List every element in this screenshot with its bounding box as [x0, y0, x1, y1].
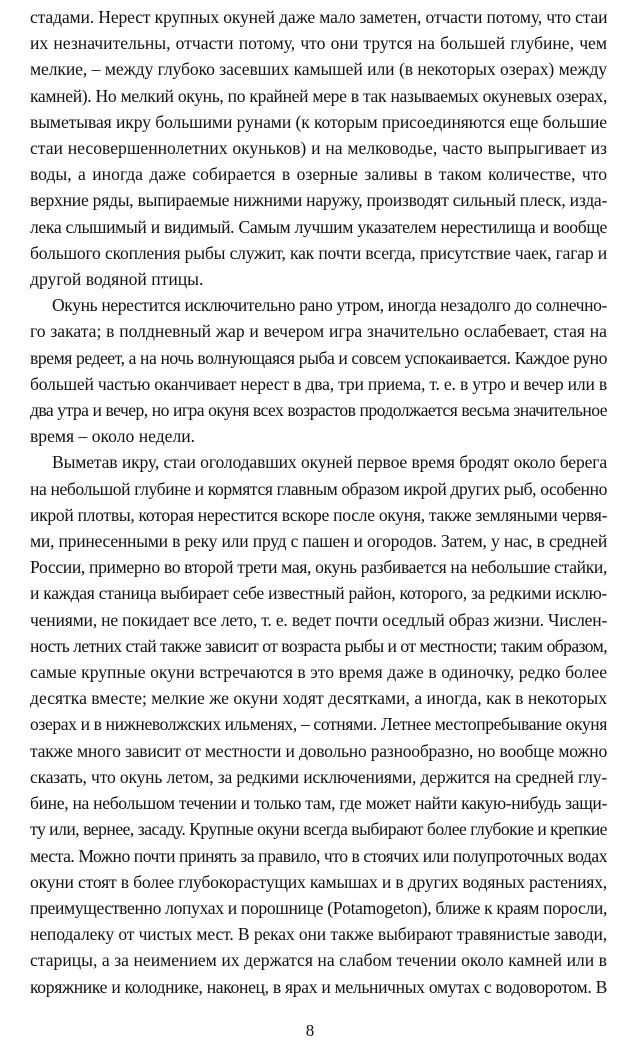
text-line: десятка вместе; мелкие же окуни ходят десятками, а иногда, как в некоторых: [30, 688, 607, 709]
text-line: ту или, вернее, засаду. Крупные окуни всегда выбирают более глубокие и крепкие: [30, 819, 607, 840]
text-line: и каждая станица выбирает себе известный район, которого, за редкими исклю-: [30, 583, 607, 604]
text-line: время – около недели.: [30, 426, 196, 447]
text-line: мелкие, – между глубоко засевших камышей или (в некоторых озерах) между: [30, 59, 607, 80]
text-line: камней). Но мелкий окунь, по крайней мере в так называемых окуневых озерах,: [30, 85, 607, 106]
text-line: го заката; в полдневный жар и вечером игра значительно ослабевает, стая на: [30, 321, 607, 342]
text-line: также много зависит от местности и довольно разнообразно, но вообще можно: [30, 740, 607, 761]
text-line: большей частью оканчивает нерест в два, три приема, т. е. в утро и вечер или в: [30, 373, 607, 394]
text-line: ность летних стай также зависит от возраста рыбы и от местности; таким образом,: [30, 635, 607, 656]
text-line: окуни стоят в более глубокорастущих камышах и в других водяных растениях,: [30, 871, 607, 892]
text-line: сказать, что окунь летом, за редкими исключениями, держится на средней глу-: [30, 766, 607, 787]
paragraph: [30, 449, 607, 1004]
document-page: [30, 4, 607, 1004]
paragraph: [30, 292, 607, 449]
text-line: выметывая икру большими рунами (к которым присоединяются еще большие: [30, 111, 607, 132]
text-line: преимущественно лопухах и порошнице (Potamogeton), ближе к краям поросли,: [30, 897, 607, 918]
text-line: России, примерно во второй трети мая, окунь разбивается на небольшие стайки,: [30, 557, 607, 578]
text-line: другой водяной птицы.: [30, 269, 204, 290]
text-line: стадами. Нерест крупных окуней даже мало заметен, отчасти потому, что стаи: [30, 7, 607, 27]
text-line: озерах и в нижневолжских ильменях, – сотнями. Летнее местопребывание окуня: [30, 714, 607, 735]
paragraph: [30, 4, 607, 292]
text-line: самые крупные окуни встречаются в это время даже в одиночку, редко более: [30, 662, 607, 683]
text-line: бине, на небольшом течении и только там, где может найти какую-нибудь защи-: [30, 793, 607, 814]
text-line: коряжнике и колоднике, наконец, в ярах и мельничных омутах с водоворотом. В: [30, 976, 607, 997]
text-line: время редеет, а на ночь волнующаяся рыба и совсем успокаивается. Каждое руно: [30, 347, 607, 368]
text-line: Окунь нерестится исключительно рано утром, иногда незадолго до солнечно-: [52, 295, 607, 316]
text-line: Выметав икру, стаи оголодавших окуней первое время бродят около берега: [52, 452, 607, 473]
text-line: чениями, не покидает все лето, т. е. ведет почти оседлый образ жизни. Числен-: [30, 609, 607, 630]
text-line: стаи несовершеннолетних окуньков) и на мелководье, часто выпрыгивает из: [30, 138, 607, 159]
text-line: большого скопления рыбы служит, как почти всегда, присутствие чаек, гагар и: [30, 242, 607, 263]
text-line: два утра и вечер, но игра окуня всех возрастов продолжается весьма значительное: [30, 400, 607, 421]
text-line: старицы, а за неимением их держатся на слабом течении около камней или в: [30, 950, 607, 971]
text-line: лека слышимый и видимый. Самым лучшим указателем нерестилища и вообще: [30, 216, 607, 237]
body-text: [30, 4, 607, 1004]
text-line: их незначительны, отчасти потому, что они трутся на большей глубине, чем: [30, 33, 607, 54]
page-number: 8: [305, 1021, 315, 1040]
text-line: неподалеку от чистых мест. В реках они также выбирают травянистые заводи,: [30, 924, 607, 945]
text-line: места. Можно почти принять за правило, что в стоячих или полупроточных водах: [30, 845, 607, 866]
text-line: верхние ряды, выпираемые нижними наружу, производят сильный плеск, изда-: [30, 190, 607, 211]
text-line: [30, 1000, 607, 1004]
text-line: на небольшой глубине и кормятся главным образом икрой других рыб, особенно: [30, 478, 607, 499]
text-line: ми, принесенными в реку или пруд с пашен и огородов. Затем, у нас, в средней: [30, 531, 607, 552]
text-line: воды, а иногда даже собирается в озерные заливы в таком количестве, что: [30, 164, 607, 185]
text-line: икрой плотвы, которая нерестится вскоре после окуня, также земляными червя-: [30, 504, 607, 525]
